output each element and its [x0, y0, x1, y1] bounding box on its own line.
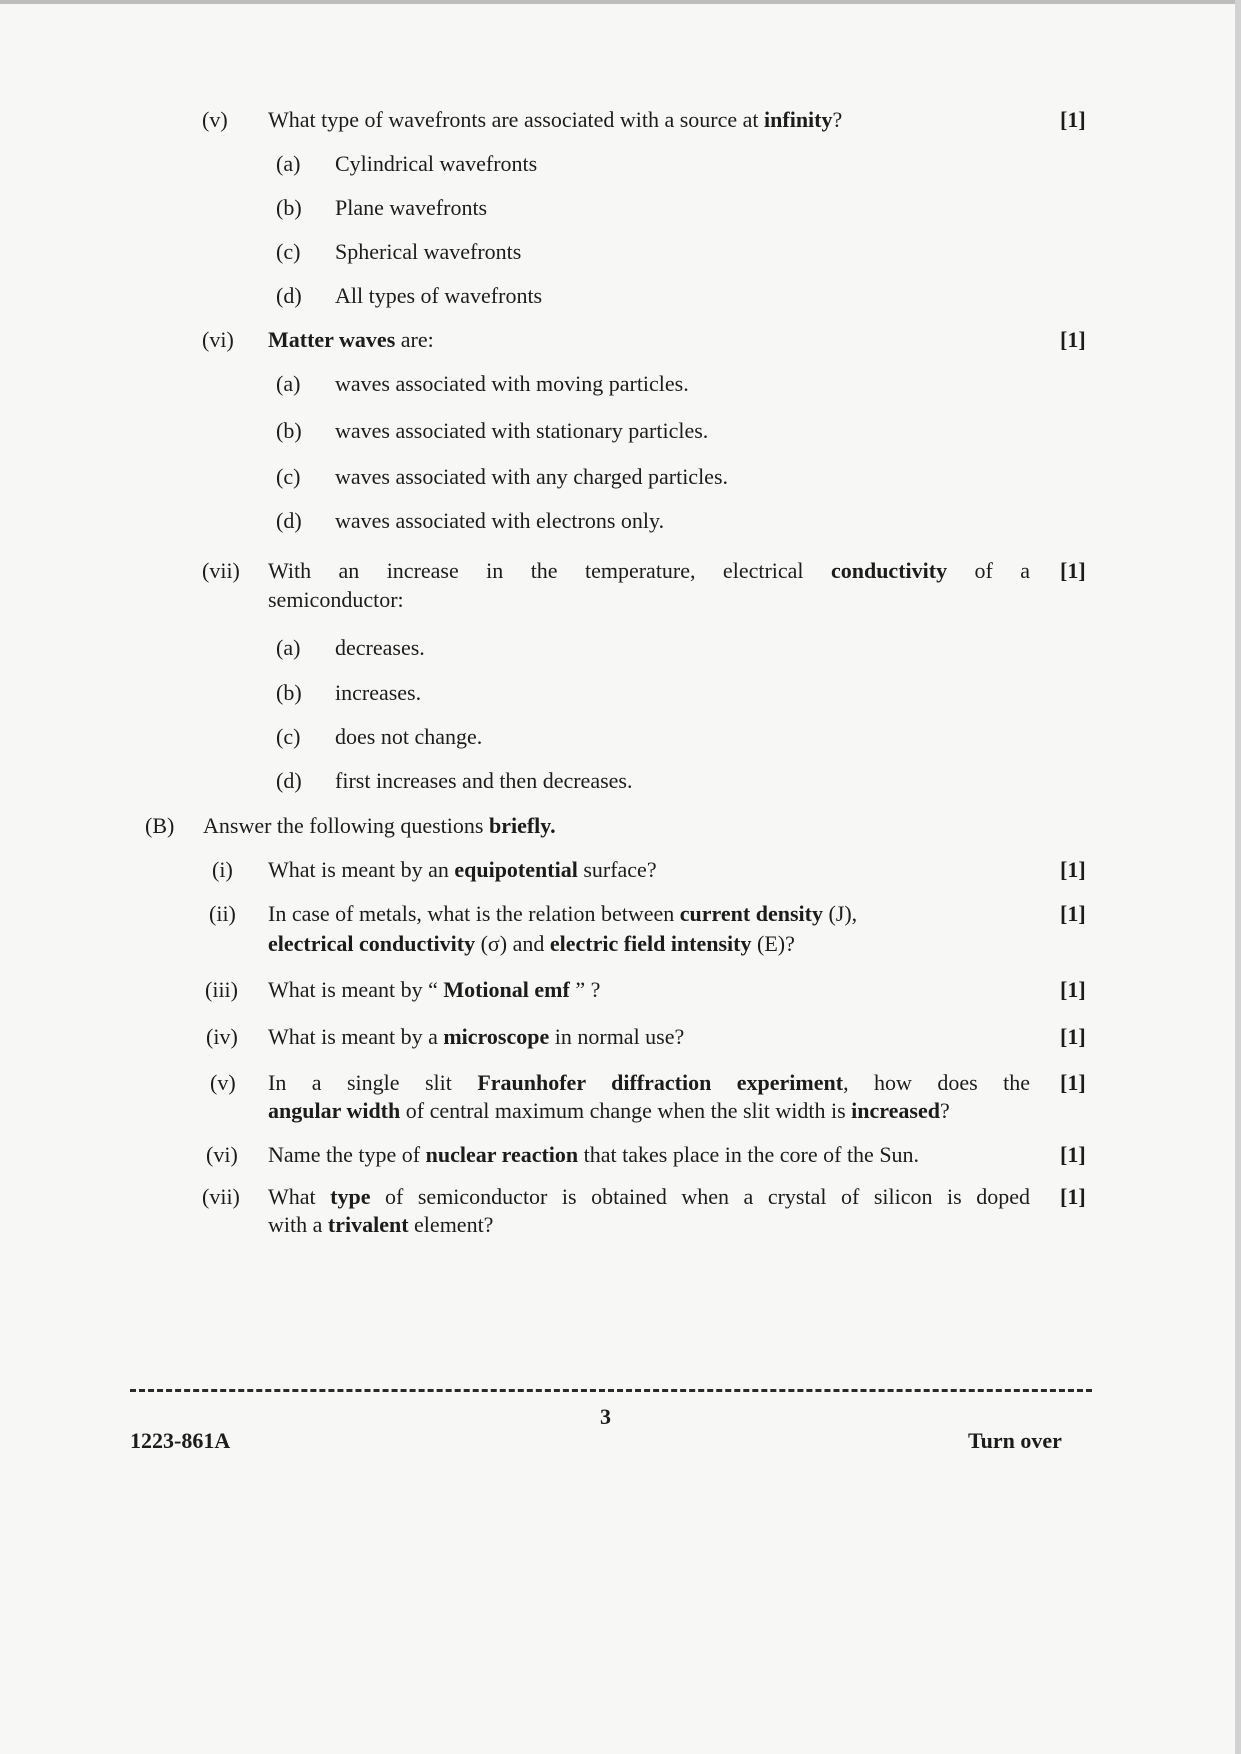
option-label: (d)	[276, 283, 302, 308]
option-label: (c)	[276, 239, 301, 264]
option-text: does not change.	[335, 724, 483, 749]
question-number: (vi)	[206, 1142, 238, 1167]
marks-badge: [1]	[1060, 1070, 1086, 1095]
option-text: waves associated with moving particles.	[335, 371, 689, 396]
marks-badge: [1]	[1060, 1142, 1086, 1167]
marks-badge: [1]	[1060, 857, 1086, 882]
question-number: (iv)	[206, 1024, 238, 1049]
page-top-edge	[0, 0, 1241, 4]
question-text: What is meant by “ Motional emf ” ?	[268, 977, 601, 1002]
option-label: (a)	[276, 371, 301, 396]
question-text: What is meant by an equipotential surface?	[268, 857, 657, 882]
question-number: (ii)	[209, 901, 236, 926]
page-right-edge	[1235, 0, 1241, 1754]
question-text: What type of wavefronts are associated with a source at infinity?	[268, 107, 843, 132]
question-number: (v)	[210, 1070, 236, 1095]
question-text-line-1: With an increase in the temperature, electrical conductivity of a	[268, 558, 1030, 583]
question-text-line-1: In a single slit Fraunhofer diffraction experiment, how does the	[268, 1070, 1030, 1095]
marks-badge: [1]	[1060, 107, 1086, 132]
question-text: Matter waves are:	[268, 327, 434, 352]
question-number: (i)	[212, 857, 233, 882]
marks-badge: [1]	[1060, 901, 1086, 926]
question-text	[268, 557, 1030, 614]
option-text: Plane wavefronts	[335, 195, 488, 220]
question-number: (iii)	[205, 977, 238, 1002]
question-number: (vii)	[202, 1184, 240, 1209]
footer-divider	[130, 1389, 1092, 1392]
option-label: (a)	[276, 635, 301, 660]
option-label: (a)	[276, 151, 301, 176]
option-label: (b)	[276, 195, 302, 220]
question-text	[268, 1183, 1030, 1239]
option-text: waves associated with any charged particles.	[335, 464, 729, 489]
question-text-line-2: semiconductor:	[268, 587, 404, 612]
marks-badge: [1]	[1060, 327, 1086, 352]
question-text	[268, 1069, 1030, 1125]
marks-badge: [1]	[1060, 977, 1086, 1002]
paper-code: 1223-861A	[130, 1428, 231, 1453]
option-text: waves associated with electrons only.	[335, 508, 665, 533]
question-text: Name the type of nuclear reaction that takes place in the core of the Sun.	[268, 1142, 920, 1167]
marks-badge: [1]	[1060, 1024, 1086, 1049]
option-label: (d)	[276, 768, 302, 793]
question-text-line-1: In case of metals, what is the relation between current density (J),	[268, 901, 858, 926]
option-text: Cylindrical wavefronts	[335, 151, 538, 176]
page-number: 3	[600, 1404, 611, 1429]
option-label: (d)	[276, 508, 302, 533]
question-text: What is meant by a microscope in normal use?	[268, 1024, 685, 1049]
marks-badge: [1]	[1060, 558, 1086, 583]
option-label: (b)	[276, 418, 302, 443]
option-text: increases.	[335, 680, 422, 705]
question-text-line-2: electrical conductivity (σ) and electric field intensity (E)?	[268, 931, 795, 956]
question-text-line-2: angular width of central maximum change when the slit width is increased?	[268, 1098, 950, 1123]
option-text: Spherical wavefronts	[335, 239, 522, 264]
option-label: (c)	[276, 464, 301, 489]
section-label: (B)	[145, 813, 175, 838]
option-text: waves associated with stationary particles.	[335, 418, 709, 443]
option-text: first increases and then decreases.	[335, 768, 633, 793]
section-intro: Answer the following questions briefly.	[203, 813, 556, 838]
option-label: (c)	[276, 724, 301, 749]
question-number: (vii)	[202, 558, 240, 583]
turn-over-label: Turn over	[968, 1428, 1062, 1453]
option-text: decreases.	[335, 635, 425, 660]
marks-badge: [1]	[1060, 1184, 1086, 1209]
question-number: (v)	[202, 107, 228, 132]
option-text: All types of wavefronts	[335, 283, 543, 308]
option-label: (b)	[276, 680, 302, 705]
question-text-line-2: with a trivalent element?	[268, 1212, 494, 1237]
question-text-line-1: What type of semiconductor is obtained when a crystal of silicon is doped	[268, 1184, 1030, 1209]
question-number: (vi)	[202, 327, 234, 352]
